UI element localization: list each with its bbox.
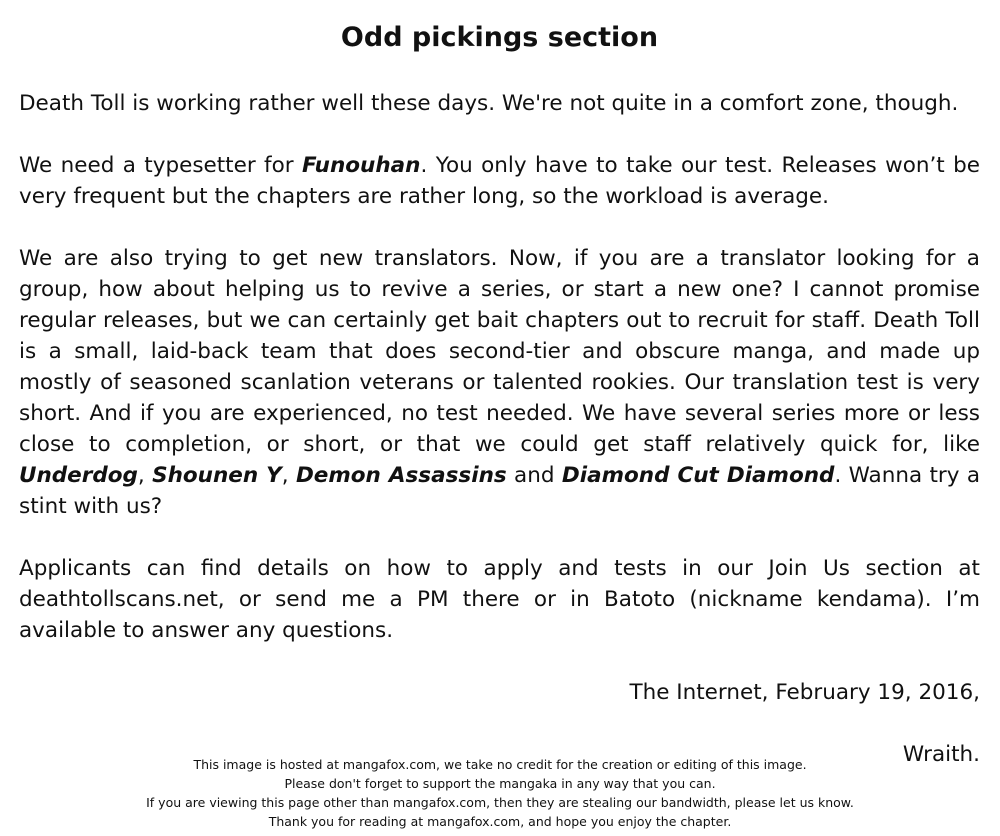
- separator: ,: [137, 463, 153, 488]
- paragraph-typesetter-text-a: We need a typesetter for: [19, 153, 303, 178]
- paragraph-intro: [19, 88, 980, 119]
- page-title: Odd pickings section: [340, 22, 659, 53]
- paragraph-applicants-text: Applicants can find details on how to apply and tests in our Join Us section at deathtollscans.net, or send me a PM there or in Batoto (nickname kendama). I’m available to answer any questions.: [19, 556, 980, 643]
- series-demon-assassins: Demon Assassins: [295, 463, 507, 488]
- series-underdog: Underdog: [19, 463, 138, 488]
- hosting-footer: [0, 755, 1000, 831]
- paragraph-applicants: [19, 553, 980, 646]
- separator: and: [506, 463, 562, 488]
- paragraph-typesetter-text-c: . You only have to take our test. Releases won’t be very frequent but the chapters are rather long, so the workload is average.: [19, 153, 980, 209]
- separator: ,: [281, 463, 296, 488]
- signature-date: The Internet, February 19, 2016,: [629, 680, 980, 705]
- signature-name: Wraith.: [902, 742, 980, 767]
- footer-line: Please don't forget to support the mangaka in any way that you can.: [284, 776, 716, 791]
- series-diamond-cut-diamond: Diamond Cut Diamond: [561, 463, 835, 488]
- series-funouhan: Funouhan: [302, 153, 421, 178]
- document-body: [19, 18, 980, 801]
- footer-line: If you are viewing this page other than mangafox.com, then they are stealing our bandwidth, please let us know.: [146, 795, 854, 810]
- paragraph-translators-end: . Wanna try a stint with us?: [19, 463, 981, 519]
- paragraph-typesetter: [19, 150, 980, 212]
- footer-line: Thank you for reading at mangafox.com, and hope you enjoy the chapter.: [268, 814, 732, 829]
- paragraph-intro-text: Death Toll is working rather well these days. We're not quite in a comfort zone, though.: [19, 91, 959, 116]
- footer-line: This image is hosted at mangafox.com, we take no credit for the creation or editing of this image.: [193, 757, 807, 772]
- series-shounen-y: Shounen Y: [152, 463, 282, 488]
- paragraph-translators: [19, 243, 980, 522]
- paragraph-translators-text: We are also trying to get new translators. Now, if you are a translator looking for a group, how about helping us to revive a series, or start a new one? I cannot promise regular releases, but we can certainly get bait chapters out to recruit for staff. Death Toll is a small, laid-back team that does second-tier and obscure manga, and made up mostly of seasoned scanlation veterans or talented rookies. Our translation test is very short. And if you are experienced, no test needed. We have several series more or less close to completion, or short, or that we could get staff relatively quick for, like: [19, 246, 980, 457]
